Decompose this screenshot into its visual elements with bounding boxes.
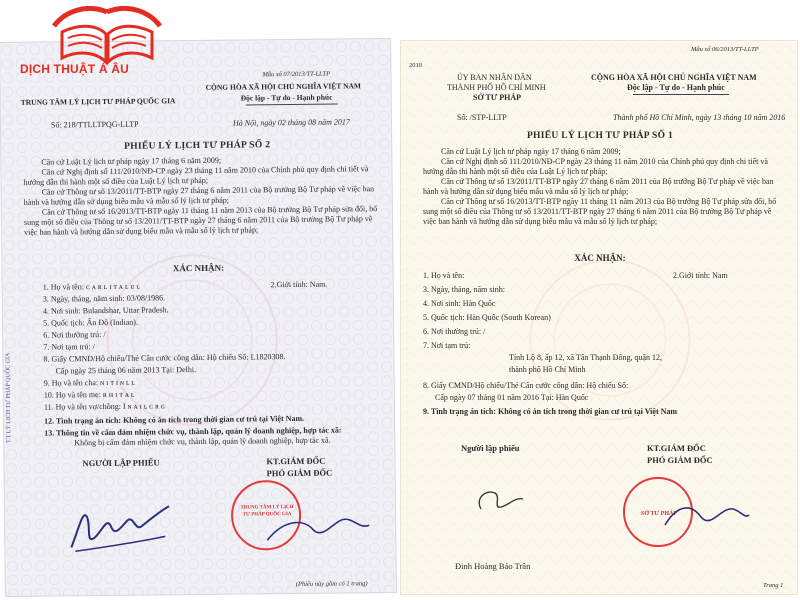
basis-3: Căn cứ Thông tư số 13/2011/TT-BTP ngày 27 tháng 6 năm 2011 của Bộ trưởng Bộ Tư pháp về việc ban hành và hướng dẫn sử dụng biểu mẫu và mẫu sổ lý lịch tư pháp; xyxy=(23,184,375,207)
reference-code: 2010 xyxy=(409,62,422,69)
criminal-record-certificate-no2 xyxy=(0,38,397,597)
status12-label: 12. Tình trạng án tích: xyxy=(44,415,122,426)
basis-4: Căn cứ Thông tư số 16/2013/TT-BTP ngày 11 tháng 11 năm 2013 của Bộ trưởng Bộ Tư pháp sửa đổi, bổ sung một số điều của Thông tư số 13/2011/TT-BTP ngày 27 tháng 6 năm 2011 của Bộ trưởng Bộ Tư pháp về việc ban hành và hướng dẫn sử dụng biểu mẫu và mẫu sổ lý lịch tư pháp; xyxy=(23,204,378,237)
field-name: 1. Họ và tên: xyxy=(423,271,465,280)
field-temp-residence: 7. Nơi tạm trú: / xyxy=(43,342,95,352)
status13-value: Không bị cấm đảm nhiệm chức vụ, thành lập, quản lý doanh nghiệp, hợp tác xã. xyxy=(74,435,331,448)
field-dob: 3. Ngày, tháng, năm sinh: xyxy=(423,285,505,294)
place-date: Hà Nội, ngày 02 tháng 08 năm 2017 xyxy=(232,117,350,128)
field-mother: 10. Họ và tên mẹ: ʀ ʜ ɪ ᴛ ᴀ ʟ xyxy=(43,389,135,400)
field-passport-issued: Cấp ngày 07 tháng 01 năm 2016 Tại: Hàn Quốc xyxy=(435,393,589,402)
field-birthplace: 4. Nơi sinh: Bulandshar, Uttar Pradesh. xyxy=(42,305,169,316)
document-title: PHIẾU LÝ LỊCH TƯ PHÁP SỐ 1 xyxy=(526,131,674,141)
signer-right-title-2: PHÓ GIÁM ĐỐC xyxy=(647,455,713,465)
basis-4: Căn cứ Thông tư số 16/2013/TT-BTP ngày 11 tháng 11 năm 2013 của Bộ trưởng Bộ Tư pháp sửa đổi, bổ sung một số điều của Thông tư số 13/2011/TT-BTP ngày 27 tháng 6 năm 2011 của Bộ trưởng Bộ Tư pháp về việc ban hành và hướng dẫn sử dụng biểu mẫu và mẫu sổ lý lịch tư pháp; xyxy=(423,197,777,226)
stamp-text: TRUNG TÂM LÝ LỊCH TƯ PHÁP QUỐC GIA xyxy=(240,505,294,518)
criminal-record-certificate-no1 xyxy=(400,40,798,595)
confirm-heading: XÁC NHẬN: xyxy=(172,262,225,274)
logo-text: DỊCH THUẬT Á ÂU xyxy=(20,62,129,76)
issuer-line-3: SỞ TƯ PHÁP xyxy=(473,93,522,102)
field-passport: 8. Giấy CMND/Hộ chiếu/Thẻ Căn cước công dân: Hộ chiếu Số: L1820308. xyxy=(43,352,286,364)
basis-2: Căn cứ Nghị định số 111/2010/NĐ-CP ngày 23 tháng 11 năm 2010 của Chính phủ quy định chi tiết và hướng dẫn thi hành một số điều của Luật Lý lịch tư pháp; xyxy=(23,164,369,187)
basis-1: Căn cứ Luật Lý lịch tư pháp ngày 17 tháng 6 năm 2009; xyxy=(441,147,621,156)
field-passport-issued: Cấp ngày 25 tháng 06 năm 2013 Tại: Delhi. xyxy=(55,365,197,376)
nation-name: CỘNG HÒA XÃ HỘI CHỦ NGHĨA VIỆT NAM xyxy=(591,73,757,82)
address-line-1: Tỉnh Lộ 8, ấp 12, xã Tân Thạnh Đông, quận 12, xyxy=(509,353,663,362)
form-number: Mẫu số 07/2013/TT-LLTP xyxy=(262,70,331,79)
address-line-2: thành phố Hồ Chí Minh xyxy=(509,365,586,374)
vertical-margin-text: T.T LÝ LỊCH TƯ PHÁP QUỐC GIA xyxy=(5,352,13,444)
place-date: Thành phố Hồ Chí Minh, ngày 13 tháng 10 năm 2016 xyxy=(613,113,786,122)
field-nationality: 5. Quốc tịch: Ấn Độ (Indian). xyxy=(43,317,138,328)
field-gender: 2.Giới tính: Nam xyxy=(673,271,728,280)
field-passport: 8. Giấy CMND/Hộ chiếu/Thẻ Căn cước công dân: Hộ chiếu Số: xyxy=(423,381,629,390)
motto: Độc lập - Tự do - Hạnh phúc xyxy=(627,83,725,92)
basis-1: Căn cứ Luật Lý lịch tư pháp ngày 17 tháng 6 năm 2009; xyxy=(41,155,222,167)
issuer-line-1: ỦY BAN NHÂN DÂN xyxy=(457,73,532,82)
document-title: PHIẾU LÝ LỊCH TƯ PHÁP SỐ 2 xyxy=(124,140,271,152)
signer-right-title-1: KT.GIÁM ĐỐC xyxy=(647,443,706,453)
page-footer: Trang 1 xyxy=(763,582,784,589)
field-dob: 3. Ngày, tháng, năm sinh: 03/08/1986. xyxy=(42,293,166,304)
field-spouse: 11. Họ và tên vợ/chồng: I ɴ ᴀ ɪ ʟ ᴄ ʀ ɢ xyxy=(43,401,165,412)
field-nationality: 5. Quốc tịch: Hàn Quốc (South Korean) xyxy=(423,313,551,322)
nation-name: CỘNG HÒA XÃ HỘI CHỦ NGHĨA VIỆT NAM xyxy=(205,81,362,92)
signer-right-title-1: KT.GIÁM ĐỐC xyxy=(266,455,326,467)
field-birthplace: 4. Nơi sinh: Hàn Quốc xyxy=(423,299,496,308)
stamp-text: SỞ TƯ PHÁP xyxy=(640,511,677,517)
signature-right xyxy=(661,497,751,537)
basis-3: Căn cứ Thông tư số 13/2011/TT-BTP ngày 27 tháng 6 năm 2011 của Bộ trưởng Bộ Tư pháp về việc ban hành và hướng dẫn sử dụng biểu mẫu và mẫu sổ lý lịch tư pháp; xyxy=(423,177,774,196)
field-gender: 2.Giới tính: Nam. xyxy=(270,279,328,290)
page-footer: (Phiếu này gồm có 1 trang) xyxy=(295,580,368,588)
signature-left xyxy=(471,481,531,521)
signature-left xyxy=(65,496,176,557)
document-number: Số: 218/TTLLTPQG-LLTP xyxy=(50,119,139,130)
status12-value: Không có án tích trong thời gian cư trú tại Việt Nam. xyxy=(123,413,305,425)
field-name: 1. Họ và tên: ᴄ ᴀ ʀ ʟ ɪ ᴛ ᴀ ʟ ᴜ ʟ xyxy=(42,281,141,292)
issuer-name: TRUNG TÂM LÝ LỊCH TƯ PHÁP QUỐC GIA xyxy=(20,96,176,107)
field-residence: 6. Nơi thường trú: / xyxy=(43,329,106,340)
field-temp-residence: 7. Nơi tạm trú: xyxy=(423,341,471,350)
status13-label: 13. Thông tin về cấm đảm nhiệm chức vụ, thành lập, quản lý doanh nghiệp, hợp tác xã: xyxy=(44,425,342,438)
signer-name: Đinh Hoàng Bảo Trân xyxy=(455,561,531,571)
confirm-heading: XÁC NHẬN: xyxy=(574,253,626,263)
signer-left-title: NGƯỜI LẬP PHIẾU xyxy=(82,457,160,469)
status9: 9. Tình trạng án tích: Không có án tích trong thời gian cư trú tại Việt Nam xyxy=(423,407,678,416)
form-number: Mẫu số 06/2013/TT-LLTP xyxy=(691,46,759,53)
signer-left-title: Người lập phiếu xyxy=(461,443,520,453)
basis-2: Căn cứ Nghị định số 111/2010/NĐ-CP ngày 23 tháng 11 năm 2010 của Chính phủ quy định chi tiết và hướng dẫn thi hành một số điều của Luật Lý lịch tư pháp; xyxy=(423,157,768,176)
issuer-line-2: THÀNH PHỐ HỒ CHÍ MINH xyxy=(447,83,546,92)
field-father: 9. Họ và tên cha: ɴ ɪ ᴛ ɪ ɴ ʟ ʟ xyxy=(43,377,135,388)
motto: Độc lập - Tự do - Hạnh phúc xyxy=(240,92,333,103)
signature-right xyxy=(263,509,373,550)
book-logo-icon xyxy=(48,6,166,66)
signer-right-title-2: PHÓ GIÁM ĐỐC xyxy=(266,467,333,479)
document-number: Số: /STP-LLTP xyxy=(457,113,507,122)
company-logo xyxy=(20,0,170,82)
field-residence: 6. Nơi thường trú: / xyxy=(423,327,486,336)
